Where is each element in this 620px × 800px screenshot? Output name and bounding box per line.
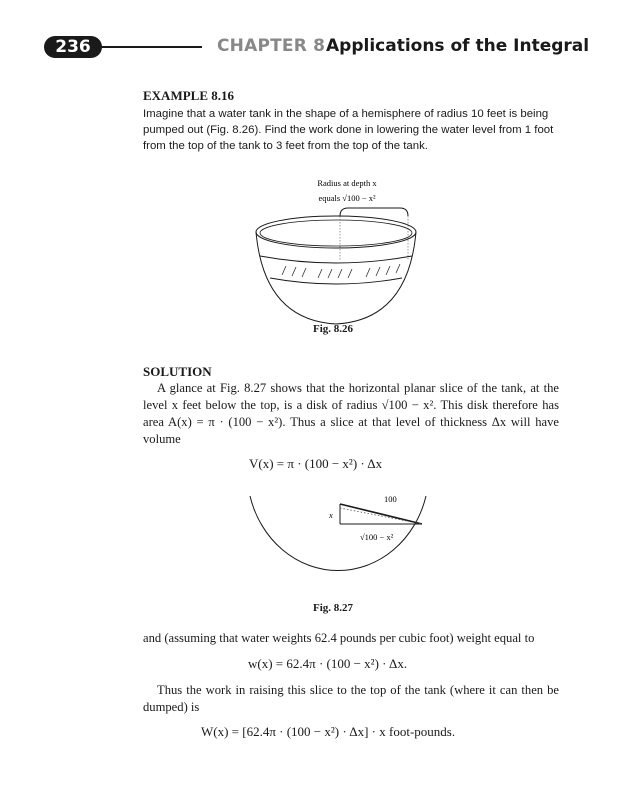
solution-paragraph-3 [143,682,559,716]
solution-heading: SOLUTION [143,364,212,379]
tank-rim-inner [260,220,412,246]
dotted-radius [340,508,422,524]
example-heading: EXAMPLE 8.16 [143,88,234,103]
chapter-title: Applications of the Integral [326,36,590,56]
header-rule [100,46,202,48]
tank-rim-outer [256,216,416,248]
slice-bottom-edge [270,278,402,284]
solution-paragraph-3-text: Thus the work in raising this slice to the top of the tank (where it can then be dumped) is [143,683,559,714]
hypotenuse [340,504,422,524]
chapter-label: CHAPTER 8 [217,36,326,56]
hypotenuse-label: 100 [384,494,397,504]
slice-hatching [282,264,400,278]
example-text: Imagine that a water tank in the shape of a hemisphere of radius 10 feet is being pumped out (Fig. 8.26). Find the work done in lowering the water level from 1 foot from the top of the tank to 3 feet from the top of the tank. [143,108,554,152]
depth-label: x [329,510,333,520]
figure-1-label-line2: equals √100 − x² [318,193,376,203]
solution-paragraph-2: and (assuming that water weights 62.4 pounds per cubic foot) weight equal to [143,631,535,645]
equation-3: W(x) = [62.4π · (100 − x²) · Δx] · x foot-pounds. [201,724,456,739]
solution-paragraph-1-text: A glance at Fig. 8.27 shows that the horizontal planar slice of the tank, at the level x feet below the top, is a disk of radius √100 − x². This disk therefore has area A(x) = π · (100 − x²). Thus a slice at that level of thickness Δx will have volume [143,381,559,446]
slice-top-edge [260,256,412,263]
equation-2: w(x) = 62.4π · (100 − x²) · Δx. [248,656,408,671]
figure-1-label-line1: Radius at depth x [317,178,377,188]
figure-8-27 [244,490,434,608]
page-header [0,0,620,70]
solution-paragraph-1 [143,380,559,448]
figure-8-26 [240,172,430,332]
figure-2-caption: Fig. 8.27 [313,602,354,614]
base-label: √100 − x² [360,532,394,542]
hemisphere-arc [250,496,426,571]
figure-1-caption: Fig. 8.26 [313,323,354,335]
equation-1: V(x) = π · (100 − x²) · Δx [249,456,383,471]
page-number: 236 [44,36,102,58]
radius-bracket [340,208,408,216]
